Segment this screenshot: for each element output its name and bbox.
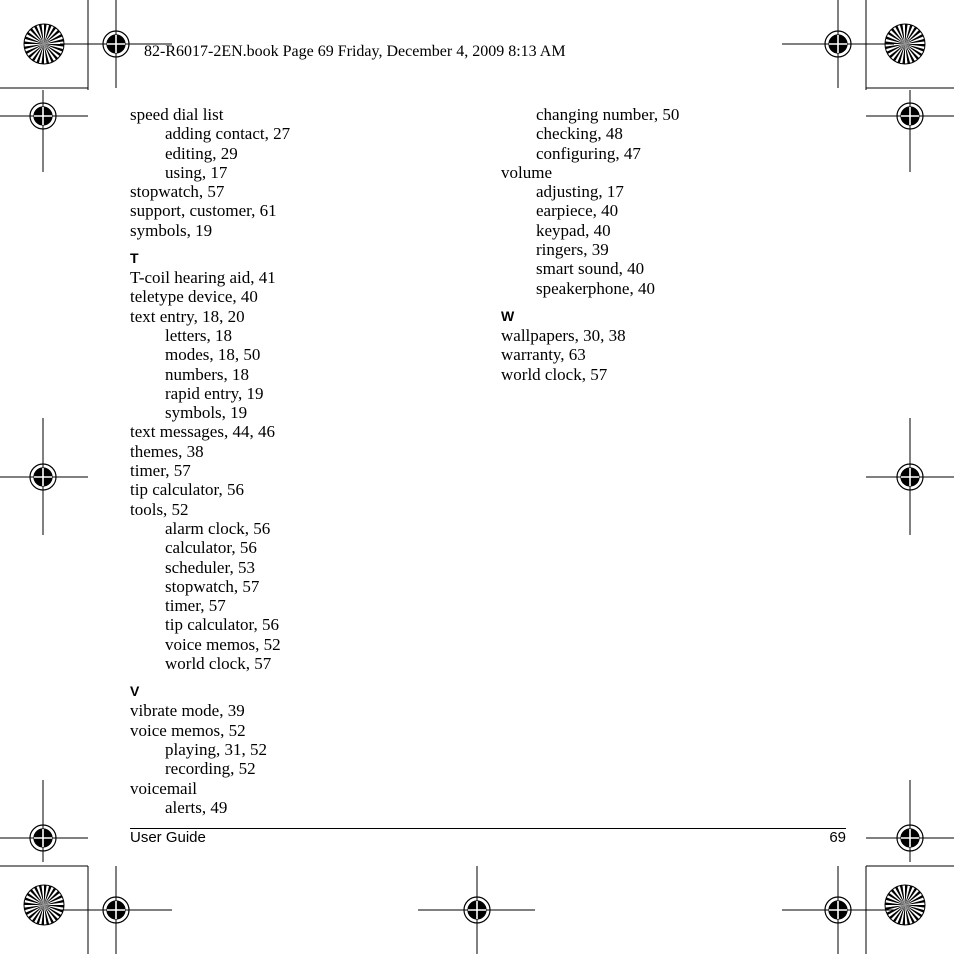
index-subentry: changing number, 50 [536, 105, 680, 124]
index-entry: teletype device, 40 [130, 287, 258, 307]
registration-mark-icon [897, 464, 923, 490]
index-subentry: editing, 29 [165, 143, 238, 163]
star-target-icon [885, 885, 925, 925]
index-subentry: rapid entry, 19 [165, 383, 264, 403]
index-entry: support, customer, 61 [130, 201, 277, 221]
index-subentry: scheduler, 53 [165, 557, 255, 577]
index-subentry: voice memos, 52 [165, 634, 281, 654]
index-entry: symbols, 19 [130, 220, 213, 240]
index-entry: themes, 38 [130, 441, 204, 461]
index-entry: text entry, 18, 20 [130, 306, 245, 326]
index-subentry: letters, 18 [165, 325, 233, 345]
index-subentry: using, 17 [165, 162, 228, 182]
index-subentry: ringers, 39 [536, 240, 609, 260]
index-subentry: recording, 52 [165, 759, 256, 779]
index-entry: voicemail [130, 778, 198, 798]
index-entry: text messages, 44, 46 [130, 422, 275, 442]
index-subentry: keypad, 40 [536, 220, 611, 240]
index-subentry: adjusting, 17 [536, 182, 624, 202]
index-subentry: modes, 18, 50 [165, 345, 261, 365]
registration-mark-icon [30, 103, 56, 129]
index-entry: stopwatch, 57 [130, 182, 225, 202]
registration-mark-icon [825, 31, 851, 57]
index-entry: warranty, 63 [501, 345, 586, 365]
index-entry: T-coil hearing aid, 41 [130, 268, 276, 288]
registration-mark-icon [103, 31, 129, 57]
index-subentry: smart sound, 40 [536, 259, 645, 279]
star-target-icon [24, 885, 64, 925]
index-entry: speed dial list [130, 105, 224, 124]
star-target-icon [885, 24, 925, 64]
index-subentry: configuring, 47 [536, 143, 641, 163]
index-subentry: timer, 57 [165, 596, 226, 616]
index-subentry: alerts, 49 [165, 797, 228, 817]
index-subentry: speakerphone, 40 [536, 278, 655, 298]
footer-title: User Guide [130, 829, 206, 846]
index-subentry: tip calculator, 56 [165, 615, 280, 635]
index-subentry: alarm clock, 56 [165, 518, 271, 538]
index-subentry: symbols, 19 [165, 403, 248, 423]
section-letter: V [130, 683, 140, 700]
index-subentry: checking, 48 [536, 124, 623, 144]
index-entry: vibrate mode, 39 [130, 701, 245, 721]
star-target-icon [24, 24, 64, 64]
index-entry: tools, 52 [130, 499, 189, 519]
section-letter: T [130, 250, 139, 267]
index-subentry: stopwatch, 57 [165, 576, 260, 596]
registration-mark-icon [897, 825, 923, 851]
registration-mark-icon [30, 464, 56, 490]
index-entry: voice memos, 52 [130, 720, 246, 740]
index-entry: world clock, 57 [501, 364, 608, 384]
registration-mark-icon [103, 897, 129, 923]
index-entry: timer, 57 [130, 461, 191, 481]
index-subentry: calculator, 56 [165, 538, 257, 558]
print-slug: 82-R6017-2EN.book Page 69 Friday, December 4, 2009 8:13 AM [144, 43, 566, 60]
index-entry: wallpapers, 30, 38 [501, 325, 626, 345]
index-subentry: world clock, 57 [165, 654, 272, 674]
registration-mark-icon [897, 103, 923, 129]
index-subentry: numbers, 18 [165, 364, 250, 384]
registration-mark-icon [30, 825, 56, 851]
registration-mark-icon [825, 897, 851, 923]
index-subentry: adding contact, 27 [165, 124, 291, 144]
index-entry: tip calculator, 56 [130, 480, 245, 500]
section-letter: W [501, 307, 515, 324]
index-entry: volume [501, 162, 552, 182]
page-number: 69 [829, 829, 846, 846]
index-subentry: playing, 31, 52 [165, 739, 267, 759]
registration-mark-icon [464, 897, 490, 923]
index-subentry: earpiece, 40 [536, 201, 619, 221]
